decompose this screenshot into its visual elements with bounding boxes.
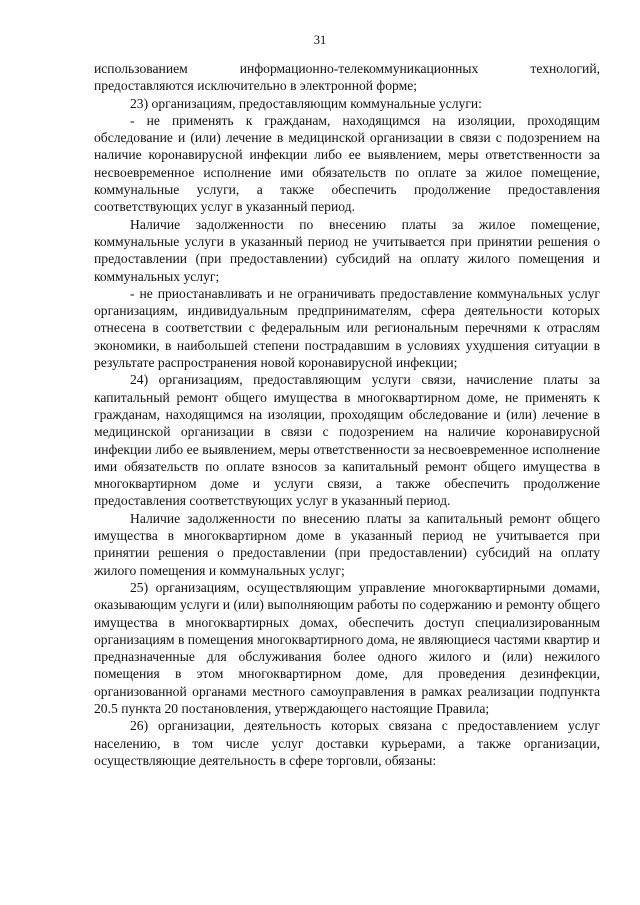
paragraph: - не применять к гражданам, находящимся на изоляции, проходящим обследование и (или) лечение в медицинской организации в связи с подозрением на наличие коронавирусной инфекции либо ее выявлением, меры ответственности за несвоевременное исполнение ими обязательств по оплате за жилое помещение, коммунальные услуги, а также обеспечить продолжение предоставления соответствующих услуг в указанный период. xyxy=(94,112,600,215)
paragraph: 24) организациям, предоставляющим услуги связи, начисление платы за капитальный ремонт общего имущества в многоквартирном доме, не применять к гражданам, находящимся на изоляции, проходящим обследование и (или) лечение в медицинской организации в связи с подозрением на наличие коронавирусной инфекции либо ее выявлением, меры ответственности за несвоевременное исполнение ими обязательств по оплате взносов за капитальный ремонт общего имущества в многоквартирном доме и услуги связи, а также обеспечить продолжение предоставления соответствующих услуг в указанный период. xyxy=(94,372,600,509)
document-body xyxy=(94,60,600,769)
paragraph: 23) организациям, предоставляющим коммунальные услуги: xyxy=(130,95,482,111)
paragraph: Наличие задолженности по внесению платы за капитальный ремонт общего имущества в многоквартирном доме в указанный период не учитывается при принятии решения о предоставлении (при предоставлении) субсидий на оплату жилого помещения и коммунальных услуг; xyxy=(94,510,600,578)
paragraph: - не приостанавливать и не ограничивать предоставление коммунальных услуг организациям, индивидуальным предпринимателям, сфера деятельности которых отнесена в соответствии с федеральным или региональным перечнями к отраслям экономики, в наибольшей степени пострадавшим в условиях ухудшения ситуации в результате распространения новой коронавирусной инфекции; xyxy=(94,285,600,371)
paragraph: Наличие задолженности по внесению платы за жилое помещение, коммунальные услуги в указанный период не учитывается при принятии решения о предоставлении (при предоставлении) субсидий на оплату жилого помещения и коммунальных услуг; xyxy=(94,216,600,284)
paragraph: использованием информационно-телекоммуникационных технологий, предоставляются исключительно в электронной форме; xyxy=(94,61,600,94)
paragraph: 25) организациям, осуществляющим управление многоквартирными домами, оказывающим услуги и (или) выполняющим работы по содержанию и ремонту общего имущества в многоквартирных домах, обеспечить доступ специализированным организациям в помещения многоквартирного дома, не являющиеся частями квартир и предназначенные для обслуживания более одного жилого и (или) нежилого помещения в этом многоквартирном доме, для проведения дезинфекции, организованной органами местного самоуправления в рамках реализации подпункта 20.5 пункта 20 постановления, утверждающего настоящие Правила; xyxy=(94,579,601,716)
page-number: 31 xyxy=(313,33,327,47)
paragraph: 26) организации, деятельность которых связана с предоставлением услуг населению, в том числе услуг доставки курьерами, а также организации, осуществляющие деятельность в сфере торговли, обязаны: xyxy=(94,718,600,768)
